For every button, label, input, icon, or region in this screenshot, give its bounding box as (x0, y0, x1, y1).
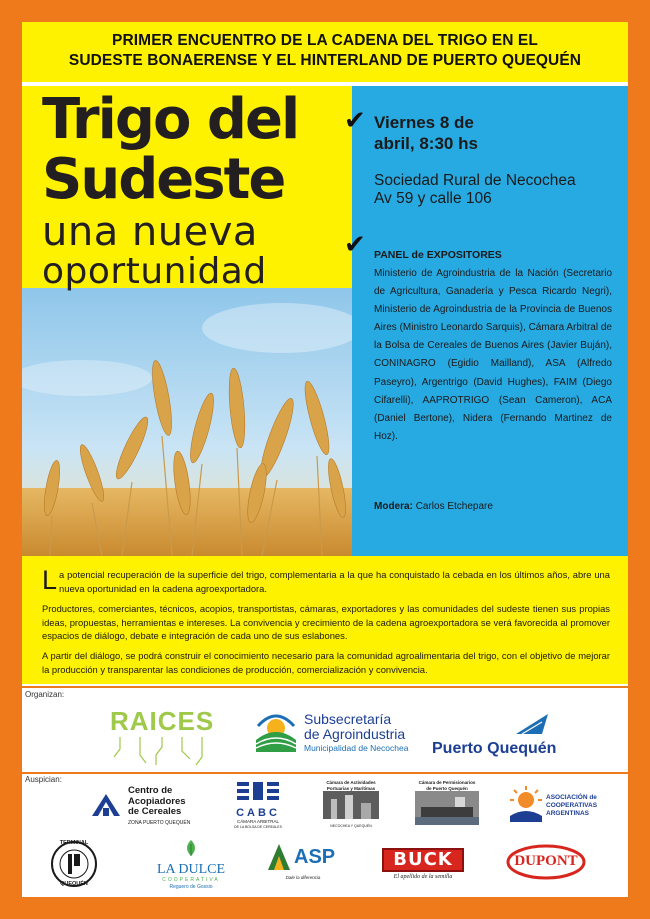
centro-emblem-icon (88, 788, 124, 824)
centro-line-3: de Cereales (128, 806, 182, 817)
panel-body: Ministerio de Agroindustria de la Nación (Secretario de Agricultura, Ganadería y Pesca Ricardo Negri), Ministerio de Agroindustria de la Provincia de Buenos Aires (Ministro Leonardo Sarquis), Cámara Arbitral de la Bolsa de Cereales de Buenos Aires (Javier Buján), CONINAGRO (Egidio Mailland), ASA (Alfredo Paseyro), Argentrigo (David Hughes), FAIM (Diego Cifarelli), AAPROTRIGO (Sean Cameron), ACA (Daniel Bertone), Nidera (Fernando Martinez de Hoz). (374, 268, 612, 442)
cabc-emblem-icon (235, 780, 281, 802)
event-date (374, 112, 614, 154)
buck-text: BUCK (382, 848, 464, 872)
header-line-2: SUDESTE BONAERENSE Y EL HINTERLAND DE PUERTO QUEQUÉN (68, 52, 582, 69)
ship-icon (415, 791, 479, 825)
poster-frame (22, 22, 628, 897)
port-crane-icon (323, 791, 379, 819)
la-dulce-logo (146, 838, 236, 890)
subsecretaria-line-2: de Agroindustria (304, 726, 406, 742)
ladulce-sub2: Reguero de Gossio (169, 884, 213, 890)
camara-perm-line-1: Cámara de Permisionarios (418, 780, 476, 785)
centro-acopiadores-logo (88, 784, 208, 830)
wheat-photo (22, 288, 352, 556)
camara-act-line-1: Cámara de Actividades (326, 780, 376, 785)
asociacion-cooperativas-logo (508, 782, 618, 830)
header-band (22, 22, 628, 82)
title-line-2: Sudeste (42, 147, 285, 212)
sail-icon (512, 712, 552, 738)
raices-logo (110, 706, 220, 770)
panel-title: PANEL de EXPOSITORES (374, 249, 502, 261)
asp-text: ASP (294, 846, 336, 868)
date-line-1: Viernes 8 de (374, 113, 474, 132)
puerto-quequen-logo (432, 712, 572, 762)
handshake-sun-icon (508, 786, 544, 826)
asp-logo (266, 842, 340, 888)
asp-leaf-icon (266, 842, 292, 872)
intro-p1-text: a potencial recuperación de la superficie del trigo, complementaria a la que ha conquistado la cebada en los últimos años, abre una nueva oportunidad en la cadena agroexportadora. (59, 569, 610, 594)
cabc-sub: CÁMARA ARBITRAL (236, 819, 279, 824)
subsecretaria-line-1: Subsecretaría (304, 711, 392, 727)
subsecretaria-line-3: Municipalidad de Necochea (304, 743, 409, 753)
dupont-text: DUPONT (514, 853, 578, 869)
ladulce-sub: COOPERATIVA (162, 877, 220, 883)
moderator-name: Carlos Etchepare (415, 501, 493, 512)
asoc-line-3: ARGENTINAS (546, 810, 589, 817)
cabc-text: CABC (236, 807, 280, 819)
camara-perm-line-2: de Puerto Quequén (426, 785, 468, 791)
agro-sun-icon (254, 710, 298, 754)
dupont-logo (506, 844, 586, 880)
centro-line-4: ZONA PUERTO QUEQUÉN (128, 819, 191, 826)
cabc-sub2: DE LA BOLSA DE CEREALES (234, 825, 282, 829)
place-line-1: Sociedad Rural de Necochea (374, 172, 576, 189)
divider (22, 772, 628, 774)
checkmark-icon: ✔ (344, 106, 366, 136)
camara-act-line-2: Portuarias y Marítimas (326, 785, 376, 791)
title-line-3: una nueva (42, 209, 258, 255)
moderator-label: Modera: (374, 501, 413, 512)
title-line-4: oportunidad (42, 251, 267, 292)
event-place (374, 172, 614, 208)
raices-text: RAICES (110, 706, 215, 736)
cabc-logo (228, 780, 288, 832)
asp-sub: Dale la diferencia (285, 875, 321, 880)
dropcap: L (42, 565, 58, 595)
checkmark-icon: ✔ (344, 230, 366, 260)
centro-line-2: Acopiadores (128, 795, 186, 807)
intro-paragraph-3: A partir del diálogo, se podrá construir el conocimiento necesario para la comunidad agroalimentaria del trigo, con el objetivo de mejorar la producción y transparentar las condiciones de producción, comercialización y convivencia. (42, 650, 610, 675)
subsecretaria-logo (254, 708, 434, 768)
date-line-2: abril, 8:30 hs (374, 134, 478, 153)
terminal-quequen-logo (50, 840, 98, 888)
terminal-bottom-text: QUEQUÉN (60, 881, 88, 887)
divider (22, 686, 628, 688)
header-line-1: PRIMER ENCUENTRO DE LA CADENA DEL TRIGO EN EL (112, 32, 538, 49)
moderator (374, 501, 493, 512)
place-line-2: Av 59 y calle 106 (374, 190, 492, 207)
buck-logo (382, 848, 464, 888)
organizers-label: Organizan: (25, 690, 65, 699)
terminal-top-text: TERMINAL (59, 840, 89, 846)
buck-sub: El apellido de la semilla (393, 874, 453, 880)
camara-actividades-logo (320, 780, 382, 830)
asoc-line-1: ASOCIACIÓN de (546, 794, 597, 801)
camara-act-line-3: NECOCHEA Y QUEQUÉN (330, 824, 372, 828)
asoc-line-2: COOPERATIVAS (546, 802, 598, 809)
camara-permisionarios-logo (412, 780, 482, 830)
puerto-text: Puerto Quequén (432, 740, 557, 757)
intro-paragraph-2: Productores, comerciantes, técnicos, acopios, transportistas, cámaras, exportadores y las comunidades del sudeste tienen sus propias ideas, propuestas, herramientas e intereses. La convivencia y crecimiento de la cadena agroexportadora se verá favorecida al promover espacios de diálogo, debate e integración de cada uno de sus eslabones. (42, 603, 610, 642)
ladulce-text: LA DULCE (156, 862, 226, 877)
centro-line-1: Centro de (128, 785, 173, 796)
leaf-icon (179, 838, 203, 858)
sponsors-label: Auspician: (25, 775, 62, 784)
title-line-1: Trigo del (42, 87, 299, 152)
intro-paragraph-1 (42, 565, 610, 595)
